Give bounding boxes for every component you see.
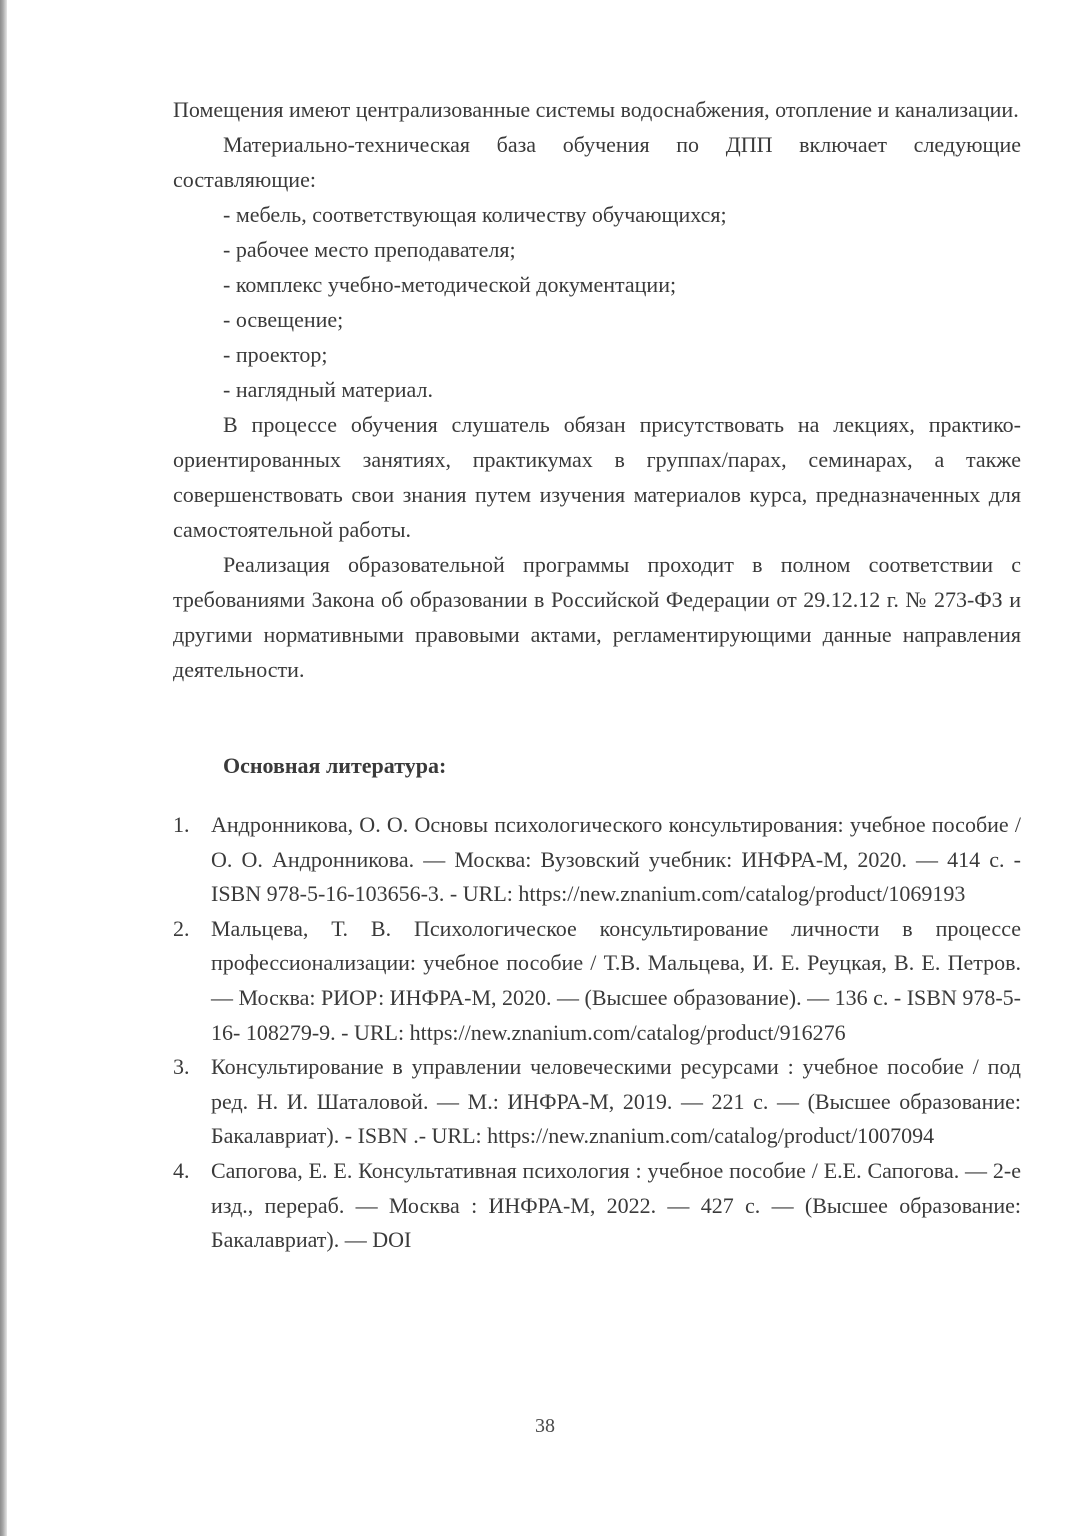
reference-url: https://new.znanium.com/catalog/product/1007094 <box>487 1123 935 1149</box>
reference-citation: Консультирование в управлении человеческими ресурсами : учебное пособие / под ред. Н. И. Шаталовой. — М.: ИНФРА-М, 2019. — 221 с. — (Высшее образование: Бакалавриат). - ISBN .- URL: <box>211 1054 1021 1149</box>
reference-citation: Мальцева, Т. В. Психологическое консультирование личности в процессе профессионализации: учебное пособие / Т.В. Мальцева, И. Е. Реуцкая, В. Е. Петров. — Москва: РИОР: ИНФРА-М, 2020. — (Высшее образование). — 136 с. - ISBN 978-5-16- 108279-9. - URL: <box>211 915 1021 1045</box>
body-paragraph-material-base: Материально-техническая база обучения по ДПП включает следующие составляющие: <box>173 132 1021 192</box>
reference-item <box>173 1154 1021 1258</box>
reference-number: 1. <box>173 812 190 837</box>
reference-url: https://new.znanium.com/catalog/product/1069193 <box>518 881 966 907</box>
reference-text <box>211 812 1021 906</box>
reference-citation: Андронникова, О. О. Основы психологического консультирования: учебное пособие / О. О. Андронникова. — Москва: Вузовский учебник: ИНФРА-М, 2020. — 414 с. - ISBN 978-5-16-103656-3. - URL: <box>211 812 1021 907</box>
body-paragraph-learning-process: В процессе обучения слушатель обязан присутствовать на лекциях, практико-ориентированных занятиях, практикумах в группах/парах, семинарах, а также совершенствовать свои знания путем изучения материалов курса, предназначенных для самостоятельной работы. <box>173 412 1021 542</box>
reference-item <box>173 912 1021 1050</box>
body-paragraph-facilities: Помещения имеют централизованные системы водоснабжения, отопление и канализации. <box>173 97 1019 122</box>
document-page <box>173 92 1021 1253</box>
literature-heading: Основная литература: <box>223 753 447 778</box>
page-number: 38 <box>535 1415 555 1437</box>
reference-item <box>173 808 1021 912</box>
reference-list <box>173 808 1021 1258</box>
reference-text <box>211 916 1021 1045</box>
reference-text <box>211 1158 1021 1252</box>
reference-text <box>211 1054 1021 1148</box>
reference-number: 2. <box>173 915 190 941</box>
reference-url: https://new.znanium.com/catalog/product/916276 <box>409 1019 846 1045</box>
reference-citation: Сапогова, Е. Е. Консультативная психология : учебное пособие / Е.Е. Сапогова. — 2-е изд., перераб. — Москва : ИНФРА-М, 2022. — 427 с. — (Высшее образование: Бакалавриат). — DOI <box>211 1157 1021 1253</box>
list-item: - комплекс учебно-методической документации; <box>223 272 677 297</box>
list-item: - наглядный материал. <box>223 377 433 402</box>
reference-item <box>173 1050 1021 1154</box>
list-item: - рабочее место преподавателя; <box>223 237 516 262</box>
body-paragraph-implementation: Реализация образовательной программы проходит в полном соответствии с требованиями Закона об образовании в Российской Федерации от 29.12.12 г. № 273-ФЗ и другими нормативными правовыми актами, регламентирующими данные направления деятельности. <box>173 552 1021 682</box>
scan-left-edge <box>0 0 7 1536</box>
reference-number: 4. <box>173 1157 190 1183</box>
reference-number: 3. <box>173 1054 190 1080</box>
list-item: - проектор; <box>223 342 328 367</box>
list-item: - освещение; <box>223 307 344 332</box>
list-item: - мебель, соответствующая количеству обучающихся; <box>223 202 727 227</box>
